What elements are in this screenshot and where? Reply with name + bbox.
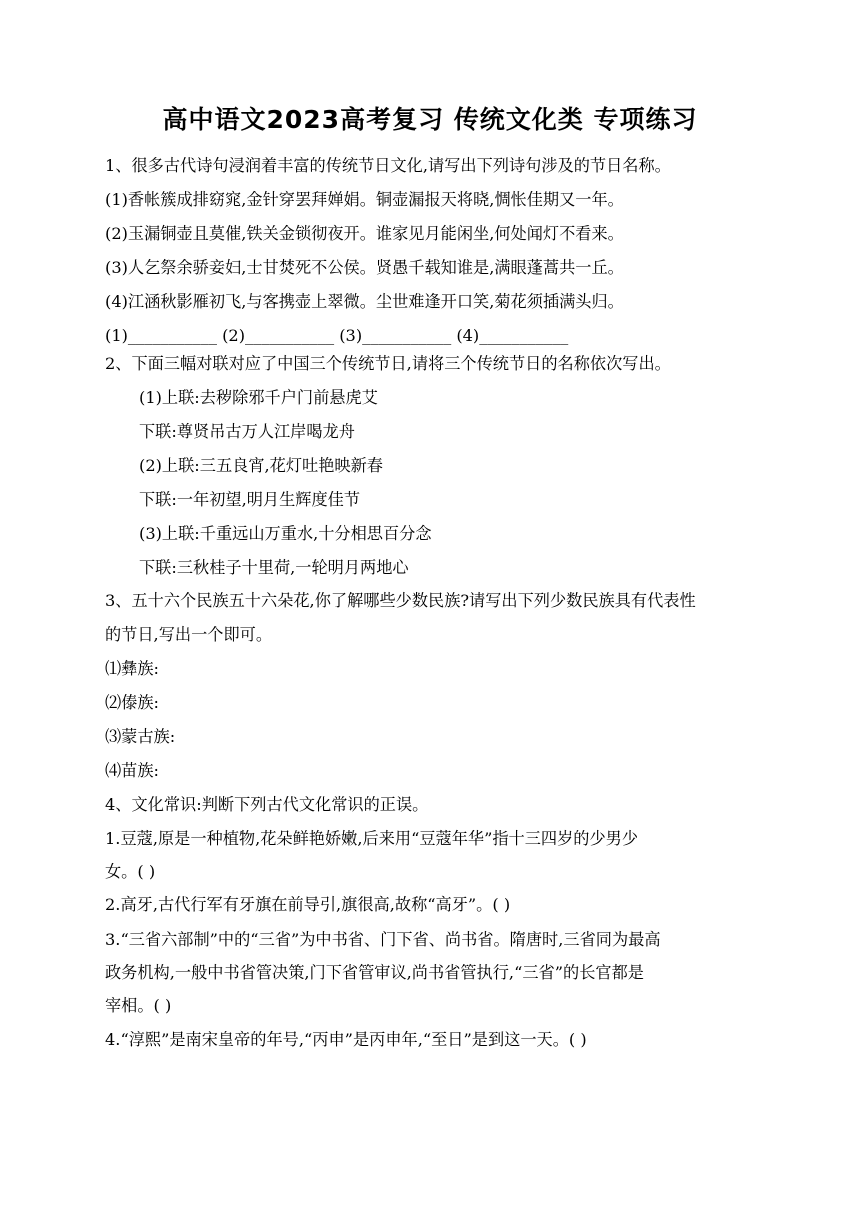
- poem-line-2: (2)玉漏铜壶且莫催,铁关金锁彻夜开。谁家见月能闲坐,何处闻灯不看来。: [105, 224, 624, 243]
- couplet-3-lower: 下联:三秋桂子十里荷,一轮明月两地心: [139, 558, 409, 577]
- question-1-prompt: 1、很多古代诗句浸润着丰富的传统节日文化,请写出下列诗句涉及的节日名称。: [105, 156, 671, 175]
- question-4-prompt: 4、文化常识:判断下列古代文化常识的正误。: [105, 795, 429, 814]
- culture-item-4: 4.“淳熙”是南宋皇帝的年号,“丙申”是丙申年,“至日”是到这一天。( ): [105, 1030, 587, 1049]
- poem-line-3: (3)人乞祭余骄妾妇,士甘焚死不公侯。贤愚千载知谁是,满眼蓬蒿共一丘。: [105, 258, 624, 277]
- couplet-1-lower: 下联:尊贤吊古万人江岸喝龙舟: [139, 422, 355, 441]
- culture-item-3-cont: 政务机构,一般中书省管决策,门下省管审议,尚书省管执行,“三省”的长官都是: [105, 963, 644, 982]
- question-3-prompt: 3、五十六个民族五十六朵花,你了解哪些少数民族?请写出下列少数民族具有代表性: [105, 591, 696, 610]
- culture-item-1-cont: 女。( ): [105, 862, 156, 881]
- culture-item-3: 3.“三省六部制”中的“三省”为中书省、门下省、尚书省。隋唐时,三省同为最高: [105, 930, 661, 949]
- poem-line-4: (4)江涵秋影雁初飞,与客携壶上翠微。尘世难逢开口笑,菊花须插满头归。: [105, 292, 624, 311]
- couplet-2-lower: 下联:一年初望,明月生辉度佳节: [139, 490, 361, 509]
- culture-item-3-end: 宰相。( ): [105, 996, 172, 1015]
- culture-item-1: 1.豆蔻,原是一种植物,花朵鲜艳娇嫩,后来用“豆蔻年华”指十三四岁的少男少: [105, 829, 639, 848]
- ethnic-item-miao: ⑷苗族:: [105, 761, 160, 780]
- couplet-1-upper: (1)上联:去秽除邪千户门前悬虎艾: [139, 388, 378, 407]
- question-3-prompt-cont: 的节日,写出一个即可。: [105, 625, 273, 644]
- poem-line-1: (1)香帐簇成排窈窕,金针穿罢拜婵娟。铜壶漏报天将晓,惆怅佳期又一年。: [105, 190, 624, 209]
- couplet-3-upper: (3)上联:千重远山万重水,十分相思百分念: [139, 524, 432, 543]
- ethnic-item-mongol: ⑶蒙古族:: [105, 727, 176, 746]
- answer-blanks: (1)___________ (2)___________ (3)___________ (4)___________: [105, 326, 569, 345]
- document-title: 高中语文2023高考复习 传统文化类 专项练习: [162, 105, 698, 134]
- couplet-2-upper: (2)上联:三五良宵,花灯吐艳映新春: [139, 456, 383, 475]
- ethnic-item-dai: ⑵傣族:: [105, 693, 160, 712]
- question-2-prompt: 2、下面三幅对联对应了中国三个传统节日,请将三个传统节日的名称依次写出。: [105, 354, 671, 373]
- culture-item-2: 2.高牙,古代行军有牙旗在前导引,旗很高,故称“高牙”。( ): [105, 895, 511, 914]
- ethnic-item-yi: ⑴彝族:: [105, 659, 160, 678]
